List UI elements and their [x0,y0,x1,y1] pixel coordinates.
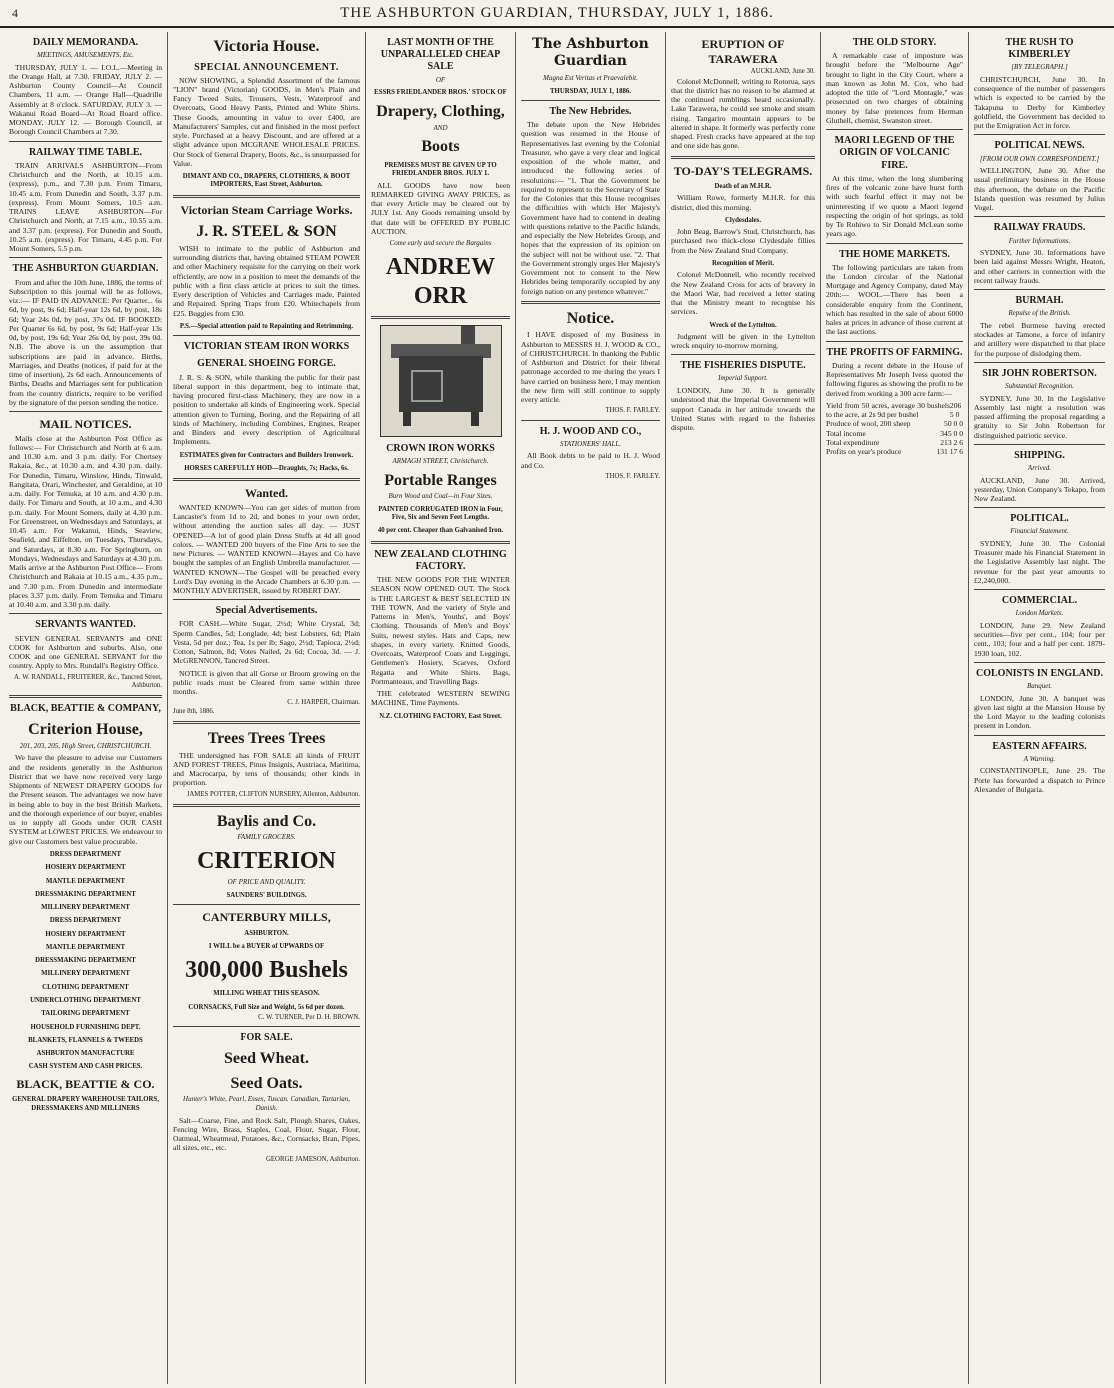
steel-body: WISH to intimate to the public of Ashburton and surrounding districts that, having obtained STEAM POWER and other Machinery requisite for the carrying on their work efficiently, are now in a position to meet the demands of the public with a first class article at prices to suit the times. Every description of Vehicles and Carriages made, Painted and Repaired. Spring Traps from £20. Whitechapels from £25. Buggies from £30. [173,243,360,318]
cash-line: CASH SYSTEM AND CASH PRICES. [28,1063,143,1071]
divider [371,316,510,319]
sewing-machine: THE celebrated WESTERN SEWING MACHINE, Time Payments. [371,689,510,708]
nz-clothing-title: NEW ZEALAND CLOTHING FACTORY. [374,548,507,572]
criterion-body: We have the pleasure to advise our Customers and the residents generally in the Ashburton District that we have now received very large Shipments of NEWEST DRAPERY GOODS for the Present season. The advantages we now have in being able to buy in the best British Markets, and the thorough experience of our buyer, enables us to supply all Goods under OUR CASH SYSTEM at LOWEST PRICES. We endeavour to give our Customers best value procurable. [9,753,162,846]
table-row [826,419,963,428]
wood-sub: STATIONERS' HALL. [559,439,621,448]
robertson-title: SIR JOHN ROBERTSON. [982,367,1097,379]
footer-general: GENERAL DRAPERY WAREHOUSE TAILORS, DRESSMAKERS AND MILLINERS [12,1096,159,1112]
memoranda-title: DAILY MEMORANDA. [32,37,139,48]
notice-body: NOTICE is given that all Gorse or Broom growing on the public roads must be Cleared from same within three months. [173,668,360,697]
divider [173,195,360,198]
column-6 [821,32,969,1384]
baylis-sub: FAMILY GROCERS. [237,833,296,842]
page-number: 4 [12,6,19,20]
farming-body: During a recent debate in the House of Representatives Mr Joseph Ivess quoted the following figures as showing the profit to be derived from working a 300 acre farm:— [826,360,963,398]
seed-body: Salt—Coarse, Fine, and Rock Salt, Plough Shares, Oakes, Fencing Wire, Brass, Staples, Coal, Flour, Sugar, Flour, Oatmeal, Wheatmeal, Potatoes, &c., Cornsacks, Bran, Pipes, all sizes, etc., etc. [173,1115,360,1153]
department-item: CLOTHING DEPARTMENT [42,983,129,991]
column-5 [666,32,821,1384]
date-line: THURSDAY, JULY 1, 1886. [550,87,631,95]
divider [9,695,162,698]
table-row [826,401,963,420]
table-cell: Yield from 50 acres, average 30 bushels to the acre, at 2s 9d per bushel [826,400,950,420]
mills-place: ASHBURTON. [244,929,289,937]
department-item: DRESS DEPARTMENT [49,917,122,925]
colonists-title: COLONISTS IN ENGLAND. [976,667,1103,679]
nz-footer: N.Z. CLOTHING FACTORY, East Street. [379,712,502,720]
department-list [9,851,162,1032]
table-cell: 345 0 0 [940,428,963,438]
servants-title: SERVANTS WANTED. [35,619,136,631]
criterion2-sub: OF PRICE AND QUALITY. [227,878,306,887]
wreck-body: Judgment will be given in the Lyttelton wreck enquiry to-morrow morning. [671,331,815,351]
special-title: SPECIAL ANNOUNCEMENT. [194,61,339,73]
servants-signature: A. W. RANDALL, FRUITERER, &c., Tancred Street, Ashburton. [14,673,162,689]
paper-motto: Magna Est Veritas et Praevalebit. [543,74,638,83]
victoria-signature: DIMANT AND CO., DRAPERS, CLOTHIERS, & BOOT IMPORTERS, East Street, Ashburton. [182,173,351,189]
criterion-title: Criterion House, [28,721,143,739]
notice-body: I HAVE disposed of my Business in Ashburton to MESSRS H. J. WOOD & CO., of CHRISTCHURCH. In thanking the Public of Ashburton and District for their liberal patronage accorded to me during the years I have carried on business here, I may mention the new firm will still continue to supply every article. [521,330,660,405]
divider [974,289,1105,290]
burmah-sub: Repulse of the British. [1008,309,1071,318]
criterion-address: 201, 203, 205, High Street, CHRISTCHURCH. [19,741,152,750]
department-item: UNDERCLOTHING DEPARTMENT [30,997,141,1005]
footer-bb: BLACK, BEATTIE & CO. [16,1076,155,1091]
stove-leg [471,412,479,426]
london-sub: London Markets. [1015,609,1064,618]
divider [974,507,1105,508]
steam-title: Victorian Steam Carriage Works. [180,202,353,217]
department-item: HOSIERY DEPARTMENT [45,864,126,872]
department-item: HOUSEHOLD FURNISHING DEPT. [30,1023,141,1031]
ironworks-title: VICTORIAN STEAM IRON WORKS [183,341,350,353]
burmah-body: The rebel Burmese having erected stockades at Tamone, a force of infantry and artillery were dispatched to that place for the purpose of dislodging them. [974,320,1105,358]
seed-signature: GEORGE JAMESON, Ashburton. [265,1155,360,1163]
divider [9,411,162,412]
railway-frauds-title: RAILWAY FRAUDS. [993,222,1086,234]
forge-body: J. R. S. & SON, while thanking the public for their past liberal support in this department, beg to intimate that, having procured first-class Machinery, they are now in a position to undertake all kinds of Engineering work. Special attention given to Turning, Boring, and the Repairing of all kinds of Machinery, including Combines, Engines, Reaper and Binders and every description of Agricultural Implements. [173,372,360,447]
table-cell: 131 17 6 [936,447,963,457]
blackbeattie-title: BLACK, BEATTIE & COMPANY, [10,703,161,715]
shipping-sub: Arrived. [1027,463,1052,472]
kimberley-body: CHRISTCHURCH, June 30. In consequence of the number of passengers which is expected to be carried by the Takapuna to Derby for Kimberley goldfield, the Government has decided to put the Emigration Act in force. [974,74,1105,131]
bushels-figure: 300,000 Bushels [185,957,348,984]
wreck-title: Wreck of the Lyttelton. [709,321,777,329]
clydesdales-title: Clydesdales. [724,216,762,224]
railway-body: TRAIN ARRIVALS ASHBURTON—From Christchurch and the North, at 10.15 a.m. (express), p.m., and 7.30 p.m. From Timaru, 10.45 a.m. From Dunedin and South, 3.37 p.m. (express). From Mount Somers, 10.5 a.m. TRAINS LEAVE ASHBURTON—For Christchurch and North, at 7.15 a.m., 10.55 a.m. and 3.37 p.m. (express). For Dunedin and South, 10.25 a.m. (express). For Timaru, 4.45 p.m. For Mount Somers, 5.5 p.m. [9,160,162,254]
sale-of: OF [435,75,446,84]
wood-body: All Book debts to be paid to H. J. Wood and Co. [521,451,660,470]
divider [521,420,660,421]
divider [9,141,162,142]
merit-title: Recognition of Merit. [711,259,775,267]
masthead-title: THE ASHBURTON GUARDIAN, THURSDAY, JULY 1, 1886. [340,4,774,21]
column-4 [516,32,666,1384]
finance-sub: Financial Statement. [1010,527,1069,536]
premises-line: PREMISES MUST BE GIVEN UP TO FRIEDLANDER BROS. JULY 1. [384,161,497,178]
divider [9,257,162,258]
divider [974,589,1105,590]
eruption-title: ERUPTION OF TARAWERA [701,37,785,66]
trees-signature: JAMES POTTER, CLIFTON NURSERY, Allenton, Ashburton. [186,790,360,798]
farming-title: THE PROFITS OF FARMING. [826,346,963,358]
fisheries-sub: Imperial Support. [718,374,768,383]
guardian-body: From and after the 10th June, 1886, the terms of Subscription to this journal will be as follows, viz.:— IF PAID IN ADVANCE: Per Quarter... 6s 6d, by post, 9s 6d; Half-year 12s 6d, by post, 18s 6d; Year 24s 0d, by post, 37s 0d. IF BOOKED: Per Quarter 6s 6d, by post, 9s 6d; Half-year 13s 0d, by post, 19s 6d; Year 26s 0d, by post, 39s 0d. N.B. The above is on the assumption that subscriptions are paid in advance. Births, Marriages, and Deaths (notices, if paid for at the time of insertion), 2s 6d each. Announcements of Births, Deaths and Marriages sent for publication from the country districts, require to be verified by the signature of the person sending the notice. [9,277,162,407]
burmah-title: BURMAH. [1015,295,1064,307]
victoria-body: NOW SHOWING, a Splendid Assortment of the famous "LION" brand (Victorian) GOODS, in Men's Plain and Fancy Tweed Suits, Trousers, Vests, Waterproof and Overcoats, Good Heavy Pants, Printed and White Shirts. These Goods, amounting in value to over £400, are Manufacturers' Samples, cut and finished in the most perfect style. Purchased at a heavy Discount, and are offered at a slight advance upon MCGRANE WHOLESALE PRICES. Our Stock of General Drapery, Boots, &c., is unsurpassed for Value. [173,75,360,168]
divider [173,335,360,336]
mills-buyer: I WILL be a BUYER of UPWARDS OF [208,942,325,950]
andrew-orr: ANDREW ORR [385,253,496,309]
cash-body: FOR CASH.—White Sugar, 2½d; White Crystal, 3d; Sperm Candles, 5d; Longlade, 4d; best Lobsters, 6d; Plain Vesta, 5d per doz.; Tea, 1s per lb; Sago, 2½d; Tapioca, 2½d; Cotton, Salmon, 8d; Votes Nailed, 2s 6d; Cocoa, 3d. — J. McGRENNON, Tancred Street. [173,619,360,666]
ranges-price: 40 per cent. Cheaper than Galvanised Iron. [377,527,504,535]
mail-body: Mails close at the Ashburton Post Office as follows:— For Christchurch and North at 6 a.m. and 10.30 a.m. and 3 p.m. daily. For Chertsey Rakaia, &c., at 10.30 a.m. and 4.30 p.m. daily. For Dunedin, Timaru, Winslow, Hinds, Tinwald, Rangitata, Orari, Winchester, and Geraldine, at 10 a.m. daily. For Temuka, at 10 a.m. and 4.30 p.m. daily. For Timaru and South, at 10 a.m., and 4.30 p.m. daily. For Mount Somers, daily at 4.30 p.m. For Greenstreet, on Wednesdays and Saturdays, at 10.45 a.m. For Wakanui, Hinds, Seaview, Seafield, and Eiffelton, on Tuesdays, Thursdays, and Saturdays, at 8.30 a.m. For Springburn, on Mondays, Wednesdays and Saturdays at 4.30 p.m. Mails arrive at the Ashburton Post Office— From Christchurch and Rakaia at 10.15 a.m., 4.35 p.m., and 7.30 p.m. From Dunedin and intermediate places 3.37 p.m. daily. From Temuka and Timaru at 10.40 a.m. and 3.30 p.m. daily. [9,433,162,610]
estimates-line: ESTIMATES given for Contractors and Builders Ironwork. [179,451,354,459]
mail-title: MAIL NOTICES. [39,417,132,432]
drapery-title: Drapery, Clothing, [376,103,505,121]
column-3 [366,32,516,1384]
kimberley-sub: [BY TELEGRAPH.] [1011,63,1068,72]
stove-pipe [461,326,475,346]
trees-body: THE undersigned has FOR SALE all kinds of FRUIT AND FOREST TREES, Pinus Insignis, Austriaca, Maritima, and Macrocarpa, by tens of thousands; other kinds in proportion. [173,750,360,788]
ashburton-department: ASHBURTON MANUFACTURE [36,1050,135,1058]
table-row [826,429,963,438]
kimberley-title: THE RUSH TO KIMBERLEY [1005,37,1074,61]
steel-title: J. R. STEEL & SON [196,223,337,241]
fisheries-body: LONDON, June 30. It is generally understood that the Imperial Government will support Canada in her attitude towards the United States with regard to the fisheries dispute. [671,386,815,432]
memoranda-body: THURSDAY, JULY 1. — I.O.L.—Meeting in the Orange Hall, at 7.30. FRIDAY, JULY 2. — Ashburton County Council—At Council Chambers, 11 a.m. — Orange Hall—Quadrille Assembly at 8 o'clock. SATURDAY, JULY 3. — Wakanui Road Board—At Road Board office. MONDAY, JULY 12. — Borough Council, at Borough Council Chambers at 7.30. [9,62,162,137]
paper-title: The Ashburton Guardian [532,36,649,70]
telegrams-title: TO-DAY'S TELEGRAMS. [673,163,813,178]
department-item: HOSIERY DEPARTMENT [45,930,126,938]
column-7 [969,32,1110,1384]
markets-title: THE HOME MARKETS. [839,248,950,260]
maori-title: MAORI LEGEND OF THE ORIGIN OF VOLCANIC FIRE. [834,135,955,171]
servants-body: SEVEN GENERAL SERVANTS and ONE COOK for Ashburton and suburbs. Also, one COOK and one GENERAL SERVANT for the country. Apply to Mrs. Rundall's Registry Office. [9,633,162,671]
warning-sub: A Warning. [1023,754,1056,763]
saunders-line: SAUNDERS' BUILDINGS. [226,891,307,899]
column-2 [168,32,366,1384]
table-cell: 50 0 0 [944,419,963,429]
table-cell: Profits on year's produce [826,447,902,457]
trees-title: Trees Trees Trees [207,730,326,747]
divider [974,444,1105,445]
horses-line: HORSES CAREFULLY HOD—Draughts, 7s; Hacks, 6s. [184,464,349,472]
table-cell: Produce of wool, 200 sheep [826,419,911,429]
notice-title: Notice. [566,309,615,327]
oldstory-body: A remarkable case of imposture was brought before the "Melbourne Age" brought to light in the City Court, where a man known as John M. Cox, who had adopted the title of "Lord Montagle," was prosecuted on two charges of obtaining money by false pretences from Herman Gluthell, chemist, Swanston street. [826,51,963,125]
oldstory-title: THE OLD STORY. [852,37,937,48]
fisheries-title: THE FISHERIES DISPUTE. [680,360,806,372]
divider [521,301,660,304]
death-body: William Rowe, formerly M.H.R. for this district, died this morning. [671,193,815,212]
friedlander-line: ESSRS FRIEDLANDER BROS.' STOCK OF [374,89,507,97]
divider [826,243,963,244]
maori-body: At this time, when the long slumbering fires of the volcanic zone have burst forth with such fearful effect it may not be uninteresting if we quote a Maori legend respecting the origin of hot springs, as told by Te Rohiwo to Sir Donald McLean some years ago. [826,173,963,239]
nz-goods-body: THE NEW GOODS FOR THE WINTER SEASON NOW OPENED OUT. The Stock is THE LARGEST & BEST SELECTED IN THE TOWN, And the variety of Style and Patterns in Men's, Youths', and Boys' Clothing. Thousands of Men's and Boys' Suits, newest styles. Hats and Caps, new shapes, in every variety. Knitted Goods, Overcoats, Waterproof Coats and Leggings, Gentlemen's Hosiery, Scarves, Oxford Regatta and White Shirts. Bags, Portmanteaus, and Travelling Bags. [371,575,510,686]
divider [826,341,963,342]
railway-frauds-body: SYDNEY, June 30. Informations have been laid against Messrs Wright, Heaton, and other carriers in connection with the recent railway frauds. [974,248,1105,285]
shipping-title: SHIPPING. [1014,449,1065,461]
seed-wheat: Seed Wheat. [223,1050,310,1068]
clydesdales-body: John Beag, Barrow's Stud, Christchurch, has purchased two thick-close Clydesdale fillies from the New Zealand Stud Company. [671,227,815,255]
political2-title: POLITICAL. [1010,513,1069,525]
hebrides-title: The New Hebrides. [549,105,632,117]
divider [974,662,1105,663]
divider [974,735,1105,736]
table-row [826,447,963,456]
guardian-title: THE ASHBURTON GUARDIAN. [12,263,159,275]
divider [173,804,360,807]
sale-title: LAST MONTH OF THE UNPARALLELED CHEAP SALE [380,37,501,73]
criterion2-title: CRITERION [197,847,336,874]
department-item: MANTLE DEPARTMENT [45,877,126,885]
turner-signature: C. W. TURNER, Per D. H. BROWN. [258,1013,360,1021]
divider [371,541,510,544]
department-item: DRESSMAKING DEPARTMENT [35,890,136,898]
forge-title: GENERAL SHOEING FORGE. [197,358,336,370]
divider [974,216,1105,217]
shipping-body: AUCKLAND, June 30. Arrived, yesterday, Union Company's Tekapo, from New Zealand. [974,475,1105,503]
robertson-sub: Substantial Recognition. [1005,382,1074,390]
divider [9,613,162,614]
divider [974,362,1105,363]
baylis-title: Baylis and Co. [216,812,317,830]
banquet-body: LONDON, June 30. A banquet was given last night at the Mansion House by the Lord Mayor to the leading colonists present in London. [974,693,1105,731]
and-line: AND [433,123,448,132]
blankets-line: BLANKETS, FLANNELS & TWEEDS [28,1036,143,1044]
victoria-title: Victoria House. [213,38,320,55]
wood-title: H. J. WOOD AND CO., [539,425,642,437]
crown-title: CROWN IRON WORKS [386,443,495,455]
wanted-title: Wanted. [244,486,288,501]
ranges-body: PAINTED CORRUGATED IRON in Four, Five, Six and Seven Feet Lengths. [378,505,503,522]
warning-body: CONSTANTINOPLE, June 29. The Porte has forwarded a dispatch to Prince Alexander of Bulgaria. [974,766,1105,794]
crown-street: ARMAGH STREET, Christchurch. [392,457,489,466]
seed-oats: Seed Oats. [230,1074,303,1092]
steel-postscript: P.S.—Special attention paid to Repainting and Retrimming. [179,322,354,330]
stove-leg [403,412,411,426]
divider [173,1026,360,1027]
divider [671,156,815,159]
table-row [826,438,963,447]
masthead [0,0,1114,28]
ranges-title: Portable Ranges [384,471,497,489]
political-body: WELLINGTON, June 30. After the usual preliminary business in the House this afternoon, the debate on the Pacific Islands question was resumed by Julius Vogel. [974,166,1105,213]
hebrides-body: The debate upon the New Hebrides question was resumed in the House of Representatives last evening by the Colonial Treasurer, who gave a very clear and logical exposition of the whole matter, and introduced the following series of resolutions:— "1. That the Government be required to represent to the Secretary of State for the Colonies that this House recognises the difficulties with which Her Majesty's Government have had to contend in dealing with questions relative to the Pacific Islands, and especially the New Hebrides Group, and hopes that the expression of its opinion on the subject will not be without use. "2. That the Government strongly urges Her Majesty's Government not to consent to the New Hebrides being temporarily occupied by any foreign nation on any pretence whatever." [521,120,660,296]
come-line: Come early and secure the Bargains [389,239,492,247]
notice-signature: C. J. HARPER, Chairman. [287,699,360,707]
department-item: TAILORING DEPARTMENT [41,1010,130,1018]
notice-date: June 8th, 1886. [173,707,215,715]
column-grid [0,28,1114,1384]
stove-illustration [380,325,502,437]
railway-title: RAILWAY TIME TABLE. [28,146,143,158]
eruption-body: Colonel McDonnell, writing to Rotorua, says that the district has no reason to be alarmed at the continued rumblings heard occasionally. Lake Tarawera, he could see smoke and steam rising. Tangariro mountain appears to be altered in shape. It formerly was perfectly cone shaped. Fresh cracks have appeared at the top and one side has gone. [671,76,815,151]
death-title: Death of an M.H.R. [714,183,772,191]
department-item: MANTLE DEPARTMENT [45,943,126,951]
banquet-sub: Banquet. [1026,682,1053,691]
markets-body: The following particulars are taken from the London circular of the National Mortgage and Agency Company, dated May 20th:— WOOL.—There has been a considerable enquiry from the Continent, which has resulted in the sale of about 6000 bales at prices in advance of those current at the last auctions. [826,262,963,337]
farming-table [826,401,963,457]
robertson-body: SYDNEY, June 30. In the Legislative Assembly last night a resolution was passed affirming the proposal regarding a gratuity to Sir John Robertson for distinguished patriotic service. [974,393,1105,440]
department-item: DRESS DEPARTMENT [49,850,122,858]
divider [974,134,1105,135]
forsale-title: FOR SALE. [240,1032,293,1044]
divider [173,599,360,600]
department-item: MILLINERY DEPARTMENT [41,904,130,912]
divider [826,129,963,130]
table-cell: 206 5 0 [949,400,962,420]
mills-title: CANTERBURY MILLS, [202,909,331,924]
corn-line: CORNSACKS, Full Size and Weight, 5s 6d per dozen. [188,1003,345,1011]
table-cell: Total income [826,428,866,438]
eruption-place: AUCKLAND, June 30. [750,68,815,76]
department-item: DRESSMAKING DEPARTMENT [35,957,136,965]
commercial-title: COMMERCIAL. [1001,595,1078,607]
divider [173,904,360,905]
finance-body: SYDNEY, June 30. The Colonial Treasurer made his Financial Statement in the Legislative Assembly last night. The revenue for the past year amounts to £2,240,000. [974,538,1105,585]
divider [521,100,660,101]
department-item: MILLINERY DEPARTMENT [41,970,130,978]
political-sub: [FROM OUR OWN CORRESPONDENT.] [979,154,1100,163]
stove-door [411,370,443,402]
sale-body: ALL GOODS have now been REMARKED GIVING AWAY PRICES, as that every Article may be cleared out by JULY 1st. Any Goods remaining unsold by that date will be OFFERED BY PUBLIC AUCTION. [371,180,510,236]
eastern-title: EASTERN AFFAIRS. [992,740,1087,752]
special-adv-title: Special Advertisements. [215,605,318,617]
london-body: LONDON, June 29. New Zealand securities—five per cent., 104; four per cent., 103; four and a half per cent. 1879-1930 loan, 102. [974,620,1105,658]
wanted-body: WANTED KNOWN—You can get sides of mutton from Lancaster's from 1d to 2d, and bones to your own order, without attending the auction sales all day. — JUST OPENED—A lot of good plain Dress Stuffs at 4d all good colors. — WANTED 200 buyers of the Fine Arts to see the new Pictures. — WANTED KNOWN—Hayes and Co have bought the samples of an English Umbrella manufacturer. — WANTED KNOWN—The Gospel will be preached every Lord's Day evening in the Arcade Chambers at 6.30 p.m. — MONTHLY ADVERTISER, issued by ROBERT DAY. [173,502,360,595]
boots-title: Boots [421,138,460,156]
memoranda-sub: MEETINGS, AMUSEMENTS, Etc. [37,51,134,60]
political-title: POLITICAL NEWS. [994,140,1085,152]
notice-signature: THOS. F. FARLEY. [605,407,660,415]
ranges-sub: Burn Wood and Coal—in Four Sizes. [388,492,493,501]
seed-list: Hunter's White, Pearl, Essex, Tuscan. Canadian, Tartarian, Danish. [183,1095,350,1112]
column-1 [4,32,168,1384]
divider [173,721,360,724]
wood-signature: THOS. F. FARLEY. [605,472,660,480]
divider [671,354,815,355]
table-cell: 213 2 6 [940,437,963,447]
table-cell: Total expenditure [826,437,880,447]
railway-frauds-sub: Further Informations. [1008,236,1071,245]
wheat-line: MILLING WHEAT THIS SEASON. [213,990,320,998]
divider [173,478,360,481]
merit-body: Colonel McDonnell, who recently received the New Zealand Cross for acts of bravery in the Maori War, had received a letter stating that the Ministry meant to recognise his services. [671,270,815,317]
